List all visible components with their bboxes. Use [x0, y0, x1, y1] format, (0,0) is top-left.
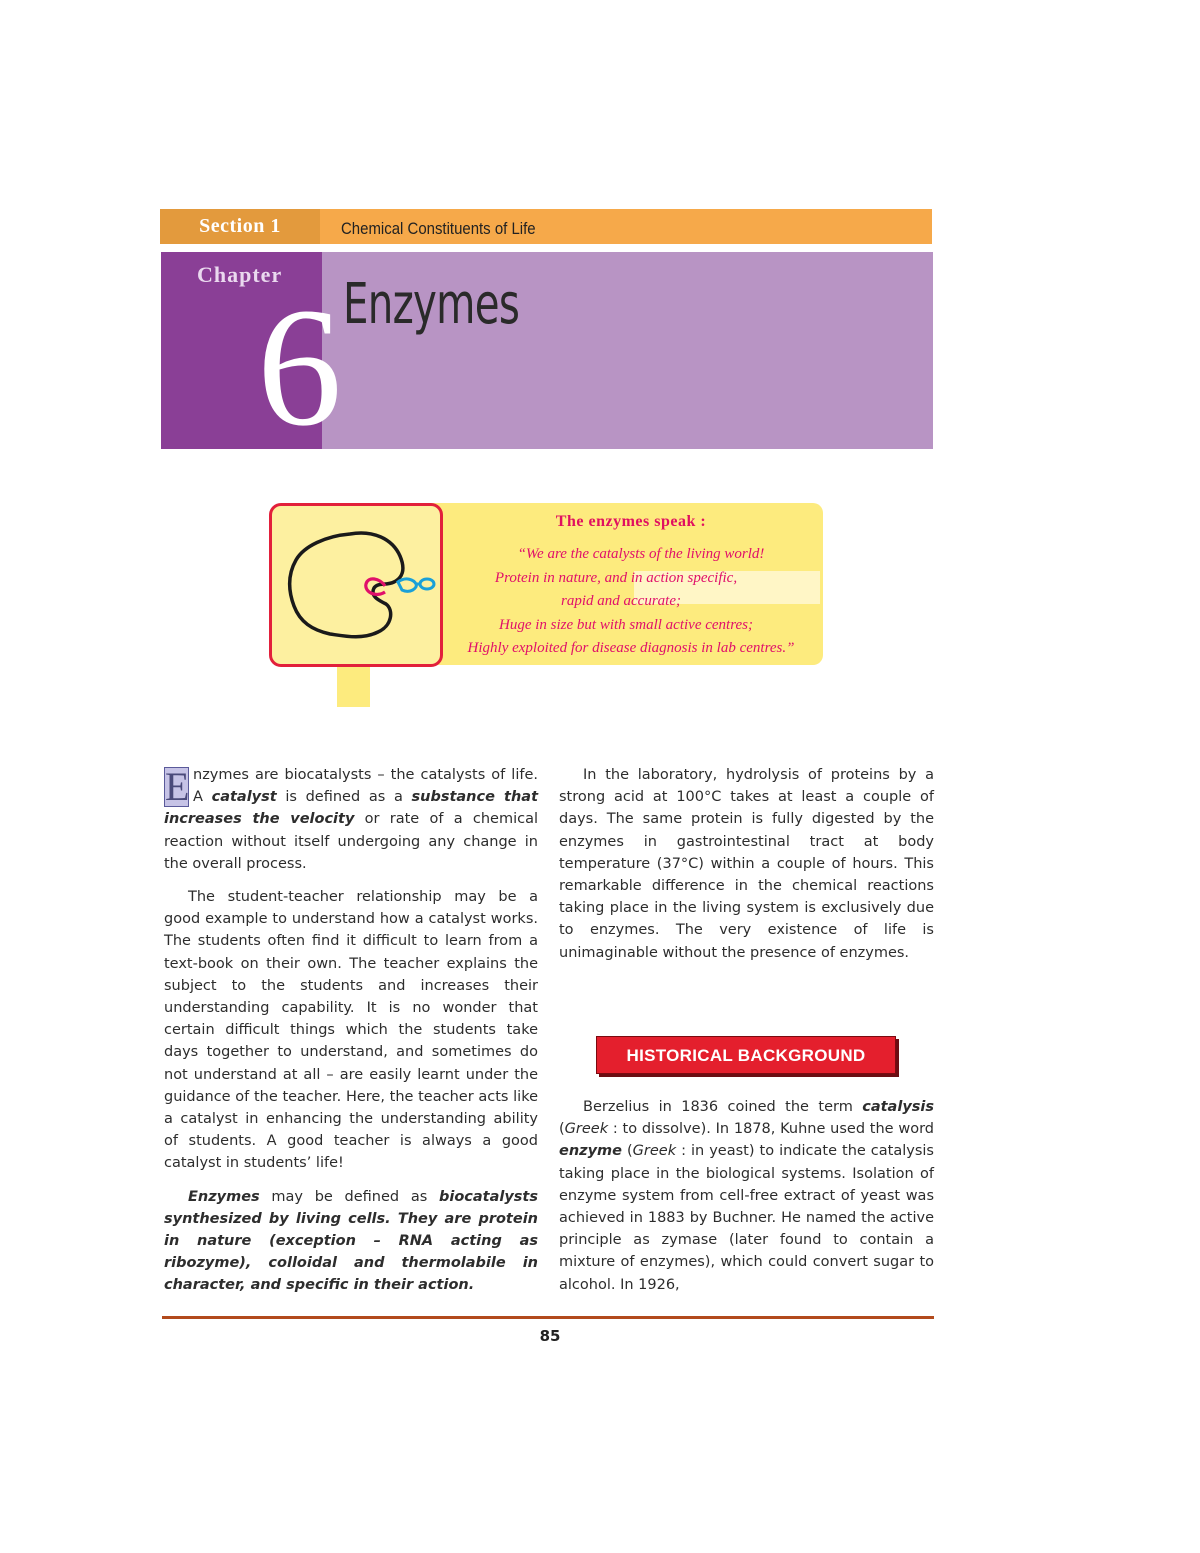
intro-paragraph	[164, 764, 538, 875]
historical-paragraph	[559, 1096, 934, 1296]
quote-tab	[337, 665, 370, 707]
enzyme-definition: biocatalysts synthesized by living cells. They are protein in nature (exception – RNA acting as ribozyme), colloidal and thermolabile in character, and specific in their action.	[164, 1188, 538, 1294]
chapter-label: Chapter	[197, 262, 283, 287]
left-column	[164, 764, 538, 1308]
text-run: nzymes are biocatalysts – the catalysts of life. A	[193, 767, 538, 806]
right-column	[559, 764, 934, 975]
history-text	[559, 1096, 934, 1296]
text-run: Berzelius in 1836 coined the term	[583, 1099, 863, 1115]
dropcap: E	[165, 764, 190, 809]
section-bar	[160, 209, 932, 244]
enzymes-speak-box	[269, 503, 823, 665]
quote-line: rapid and accurate;	[561, 593, 681, 609]
quote-line: Protein in nature, and in action specific,	[494, 569, 738, 586]
chapter-number: 6	[257, 273, 342, 461]
enzyme-definition-paragraph	[164, 1186, 538, 1297]
page-number: 85	[539, 1327, 561, 1345]
quote-lines	[439, 543, 823, 661]
quote-heading: The enzymes speak :	[555, 513, 707, 530]
text-run: (	[559, 1121, 565, 1138]
term-greek: Greek	[632, 1143, 677, 1160]
section-label: Section 1	[160, 209, 320, 244]
chapter-header	[161, 252, 933, 461]
term-enzymes: Enzymes	[188, 1188, 260, 1205]
quote-line: “We are the catalysts of the living world!	[517, 546, 765, 562]
enzyme-substrate-icon	[282, 526, 442, 646]
student-teacher-paragraph: The student-teacher relationship may be a good example to understand how a catalyst works. The students often find it difficult to learn from a text-book on their own. The teacher explains the subject to the students and increases their understanding capability. It is no wonder that certain difficult things which the students take days together to understand, and sometimes do not understand at all – are easily learnt under the guidance of the teacher. Here, the teacher acts like a catalyst in enhancing the understanding ability of students. A good teacher is always a good catalyst in students’ life!	[164, 889, 538, 1172]
text-run: : to dissolve). In 1878, Kuhne used the word	[608, 1121, 934, 1138]
section-title: Chemical Constituents of Life	[341, 219, 536, 238]
text-run: may be defined as	[259, 1188, 439, 1205]
catalyst-definition: substance that increases the velocity	[164, 789, 539, 828]
text-run: : in yeast) to indicate the catalysis taking place in the biological systems. Isolation of enzyme system from cell-free extract of yeast was achieved in 1883 by Buchner. He named the active principle as zymase (later found to contain a mixture of enzymes), which could convert sugar to alcohol. In 1926,	[559, 1143, 934, 1293]
chapter-title: Enzymes	[343, 272, 520, 337]
text-run: (	[622, 1143, 633, 1160]
quote-line: Huge in size but with small active centres;	[499, 616, 753, 633]
term-greek: Greek	[564, 1121, 609, 1138]
text-run: is defined as a	[276, 789, 412, 806]
term-catalysis: catalysis	[862, 1099, 934, 1115]
quote-line: Highly exploited for disease diagnosis in lab centres.”	[467, 640, 795, 656]
historical-background-heading: HISTORICAL BACKGROUND	[596, 1036, 896, 1074]
text-run: or rate of a chemical reaction without itself undergoing any change in the overall process.	[164, 811, 538, 872]
laboratory-paragraph: In the laboratory, hydrolysis of proteins by a strong acid at 100°C takes at least a couple of days. The same protein is fully digested by the enzymes in gastrointestinal tract at body temperature (37°C) within a couple of hours. This remarkable difference in the chemical reactions taking place in the living system is exclusively due to enzymes. The very existence of life is unimaginable without the presence of enzymes.	[559, 767, 934, 961]
term-enzyme: enzyme	[559, 1143, 622, 1160]
term-catalyst: catalyst	[211, 789, 277, 806]
footer-rule	[162, 1316, 934, 1319]
enzyme-illustration-box	[269, 503, 443, 667]
chapter-number-box	[161, 252, 342, 461]
